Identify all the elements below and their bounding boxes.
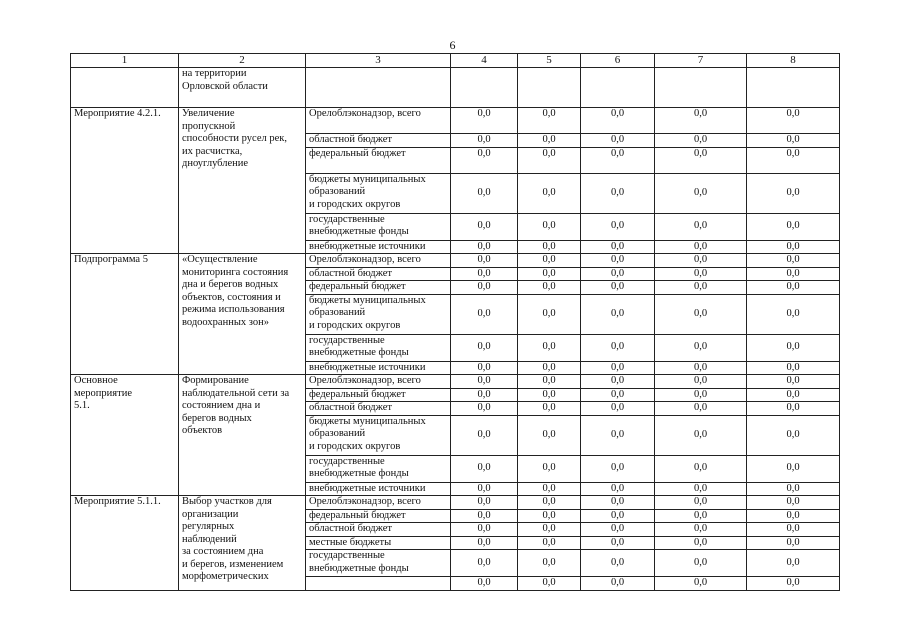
value-cell: 0,0 xyxy=(518,375,581,389)
value-cell xyxy=(655,68,747,108)
value-cell: 0,0 xyxy=(747,455,840,482)
program-name-cell: на территории Орловской области xyxy=(179,68,306,108)
value-cell: 0,0 xyxy=(581,254,655,268)
value-cell: 0,0 xyxy=(655,577,747,591)
value-cell: 0,0 xyxy=(451,388,518,402)
column-header: 6 xyxy=(581,54,655,68)
table-row xyxy=(71,254,840,268)
value-cell: 0,0 xyxy=(581,536,655,550)
value-cell: 0,0 xyxy=(747,402,840,416)
column-header: 5 xyxy=(518,54,581,68)
value-cell: 0,0 xyxy=(518,415,581,455)
value-cell: 0,0 xyxy=(451,267,518,281)
column-header: 3 xyxy=(306,54,451,68)
value-cell: 0,0 xyxy=(451,361,518,375)
value-cell: 0,0 xyxy=(747,147,840,173)
funding-source-cell: бюджеты муниципальных образований и городских округов xyxy=(306,173,451,213)
column-header: 1 xyxy=(71,54,179,68)
value-cell: 0,0 xyxy=(581,455,655,482)
funding-source-cell: Орелоблэконадзор, всего xyxy=(306,496,451,510)
funding-source-cell: федеральный бюджет xyxy=(306,147,451,173)
value-cell: 0,0 xyxy=(451,213,518,240)
value-cell: 0,0 xyxy=(451,240,518,254)
funding-source-cell xyxy=(306,68,451,108)
value-cell: 0,0 xyxy=(451,455,518,482)
value-cell: 0,0 xyxy=(518,402,581,416)
funding-source-cell: областной бюджет xyxy=(306,134,451,148)
value-cell: 0,0 xyxy=(451,375,518,389)
value-cell xyxy=(451,68,518,108)
value-cell: 0,0 xyxy=(581,134,655,148)
funding-source-cell xyxy=(306,577,451,591)
value-cell: 0,0 xyxy=(747,294,840,334)
column-header: 7 xyxy=(655,54,747,68)
value-cell: 0,0 xyxy=(655,402,747,416)
value-cell: 0,0 xyxy=(451,294,518,334)
value-cell: 0,0 xyxy=(581,361,655,375)
value-cell: 0,0 xyxy=(451,536,518,550)
value-cell: 0,0 xyxy=(655,173,747,213)
value-cell: 0,0 xyxy=(451,281,518,295)
value-cell: 0,0 xyxy=(581,147,655,173)
table-row xyxy=(71,496,840,510)
value-cell: 0,0 xyxy=(747,496,840,510)
value-cell: 0,0 xyxy=(451,496,518,510)
column-header: 2 xyxy=(179,54,306,68)
value-cell: 0,0 xyxy=(518,388,581,402)
value-cell: 0,0 xyxy=(451,482,518,496)
funding-source-cell: государственные внебюджетные фонды xyxy=(306,455,451,482)
value-cell: 0,0 xyxy=(655,509,747,523)
value-cell: 0,0 xyxy=(747,254,840,268)
value-cell: 0,0 xyxy=(451,254,518,268)
value-cell xyxy=(747,68,840,108)
funding-source-cell: государственные внебюджетные фонды xyxy=(306,213,451,240)
table-row xyxy=(71,108,840,134)
value-cell: 0,0 xyxy=(747,577,840,591)
table-row xyxy=(71,375,840,389)
value-cell: 0,0 xyxy=(655,213,747,240)
funding-source-cell: местные бюджеты xyxy=(306,536,451,550)
value-cell: 0,0 xyxy=(655,294,747,334)
value-cell: 0,0 xyxy=(747,334,840,361)
value-cell: 0,0 xyxy=(518,523,581,537)
value-cell: 0,0 xyxy=(747,240,840,254)
funding-source-cell: государственные внебюджетные фонды xyxy=(306,550,451,577)
funding-source-cell: Орелоблэконадзор, всего xyxy=(306,108,451,134)
value-cell: 0,0 xyxy=(747,213,840,240)
value-cell: 0,0 xyxy=(581,577,655,591)
value-cell: 0,0 xyxy=(581,523,655,537)
funding-source-cell: внебюджетные источники xyxy=(306,482,451,496)
value-cell: 0,0 xyxy=(451,334,518,361)
value-cell: 0,0 xyxy=(655,134,747,148)
value-cell: 0,0 xyxy=(518,496,581,510)
value-cell: 0,0 xyxy=(747,267,840,281)
value-cell: 0,0 xyxy=(451,523,518,537)
value-cell: 0,0 xyxy=(518,482,581,496)
funding-table xyxy=(70,53,840,591)
value-cell: 0,0 xyxy=(518,173,581,213)
page-number: 6 xyxy=(449,38,456,52)
program-code-cell: Мероприятие 5.1.1. xyxy=(71,496,179,591)
value-cell: 0,0 xyxy=(581,415,655,455)
value-cell: 0,0 xyxy=(581,267,655,281)
value-cell: 0,0 xyxy=(518,577,581,591)
value-cell: 0,0 xyxy=(655,281,747,295)
column-header: 4 xyxy=(451,54,518,68)
value-cell: 0,0 xyxy=(581,375,655,389)
table-row xyxy=(71,68,840,108)
value-cell: 0,0 xyxy=(581,496,655,510)
value-cell: 0,0 xyxy=(518,108,581,134)
value-cell: 0,0 xyxy=(747,281,840,295)
value-cell: 0,0 xyxy=(581,334,655,361)
value-cell: 0,0 xyxy=(451,402,518,416)
value-cell: 0,0 xyxy=(581,509,655,523)
value-cell: 0,0 xyxy=(747,509,840,523)
value-cell: 0,0 xyxy=(747,536,840,550)
value-cell: 0,0 xyxy=(451,550,518,577)
value-cell: 0,0 xyxy=(518,361,581,375)
value-cell: 0,0 xyxy=(655,536,747,550)
value-cell: 0,0 xyxy=(518,134,581,148)
program-name-cell: Выбор участков для организации регулярных наблюдений за состоянием дна и берегов, изменением морфометрических xyxy=(179,496,306,591)
value-cell: 0,0 xyxy=(655,455,747,482)
funding-source-cell: областной бюджет xyxy=(306,267,451,281)
value-cell: 0,0 xyxy=(581,108,655,134)
value-cell: 0,0 xyxy=(451,509,518,523)
value-cell: 0,0 xyxy=(581,550,655,577)
value-cell: 0,0 xyxy=(655,254,747,268)
value-cell: 0,0 xyxy=(655,147,747,173)
value-cell: 0,0 xyxy=(655,550,747,577)
value-cell: 0,0 xyxy=(747,361,840,375)
value-cell: 0,0 xyxy=(581,294,655,334)
value-cell: 0,0 xyxy=(747,375,840,389)
value-cell: 0,0 xyxy=(451,147,518,173)
value-cell xyxy=(581,68,655,108)
program-name-cell: «Осуществление мониторинга состояния дна и берегов водных объектов, состояния и режима использования водоохранных зон» xyxy=(179,254,306,375)
value-cell: 0,0 xyxy=(451,108,518,134)
value-cell: 0,0 xyxy=(451,577,518,591)
value-cell: 0,0 xyxy=(451,415,518,455)
funding-source-cell: федеральный бюджет xyxy=(306,509,451,523)
value-cell: 0,0 xyxy=(581,281,655,295)
value-cell: 0,0 xyxy=(747,550,840,577)
value-cell: 0,0 xyxy=(655,415,747,455)
value-cell: 0,0 xyxy=(518,267,581,281)
funding-source-cell: бюджеты муниципальных образований и городских округов xyxy=(306,294,451,334)
value-cell: 0,0 xyxy=(518,509,581,523)
program-code-cell: Подпрограмма 5 xyxy=(71,254,179,375)
value-cell: 0,0 xyxy=(518,536,581,550)
value-cell: 0,0 xyxy=(655,388,747,402)
value-cell: 0,0 xyxy=(518,281,581,295)
value-cell: 0,0 xyxy=(655,482,747,496)
value-cell: 0,0 xyxy=(518,147,581,173)
value-cell: 0,0 xyxy=(518,455,581,482)
funding-source-cell: внебюджетные источники xyxy=(306,240,451,254)
program-code-cell xyxy=(71,68,179,108)
program-code-cell: Мероприятие 4.2.1. xyxy=(71,108,179,254)
value-cell: 0,0 xyxy=(518,240,581,254)
funding-source-cell: федеральный бюджет xyxy=(306,281,451,295)
funding-source-cell: внебюджетные источники xyxy=(306,361,451,375)
value-cell: 0,0 xyxy=(655,267,747,281)
value-cell: 0,0 xyxy=(655,361,747,375)
value-cell: 0,0 xyxy=(581,388,655,402)
value-cell: 0,0 xyxy=(655,375,747,389)
value-cell: 0,0 xyxy=(655,240,747,254)
program-code-cell: Основное мероприятие 5.1. xyxy=(71,375,179,496)
value-cell: 0,0 xyxy=(747,415,840,455)
funding-source-cell: Орелоблэконадзор, всего xyxy=(306,375,451,389)
value-cell: 0,0 xyxy=(581,482,655,496)
program-name-cell: Формирование наблюдательной сети за состоянием дна и берегов водных объектов xyxy=(179,375,306,496)
funding-source-cell: государственные внебюджетные фонды xyxy=(306,334,451,361)
value-cell: 0,0 xyxy=(518,213,581,240)
value-cell: 0,0 xyxy=(518,334,581,361)
funding-source-cell: областной бюджет xyxy=(306,402,451,416)
column-header: 8 xyxy=(747,54,840,68)
funding-source-cell: федеральный бюджет xyxy=(306,388,451,402)
value-cell: 0,0 xyxy=(655,496,747,510)
value-cell: 0,0 xyxy=(581,240,655,254)
value-cell: 0,0 xyxy=(581,213,655,240)
column-number-row xyxy=(71,54,840,68)
value-cell: 0,0 xyxy=(581,402,655,416)
value-cell xyxy=(518,68,581,108)
value-cell: 0,0 xyxy=(747,482,840,496)
value-cell: 0,0 xyxy=(655,523,747,537)
value-cell: 0,0 xyxy=(747,134,840,148)
value-cell: 0,0 xyxy=(747,108,840,134)
value-cell: 0,0 xyxy=(518,254,581,268)
value-cell: 0,0 xyxy=(451,134,518,148)
value-cell: 0,0 xyxy=(581,173,655,213)
value-cell: 0,0 xyxy=(451,173,518,213)
value-cell: 0,0 xyxy=(518,294,581,334)
funding-source-cell: бюджеты муниципальных образований и городских округов xyxy=(306,415,451,455)
value-cell: 0,0 xyxy=(747,173,840,213)
funding-source-cell: областной бюджет xyxy=(306,523,451,537)
value-cell: 0,0 xyxy=(655,108,747,134)
value-cell: 0,0 xyxy=(518,550,581,577)
funding-source-cell: Орелоблэконадзор, всего xyxy=(306,254,451,268)
value-cell: 0,0 xyxy=(655,334,747,361)
program-name-cell: Увеличение пропускной способности русел рек, их расчистка, дноуглубление xyxy=(179,108,306,254)
value-cell: 0,0 xyxy=(747,388,840,402)
value-cell: 0,0 xyxy=(747,523,840,537)
